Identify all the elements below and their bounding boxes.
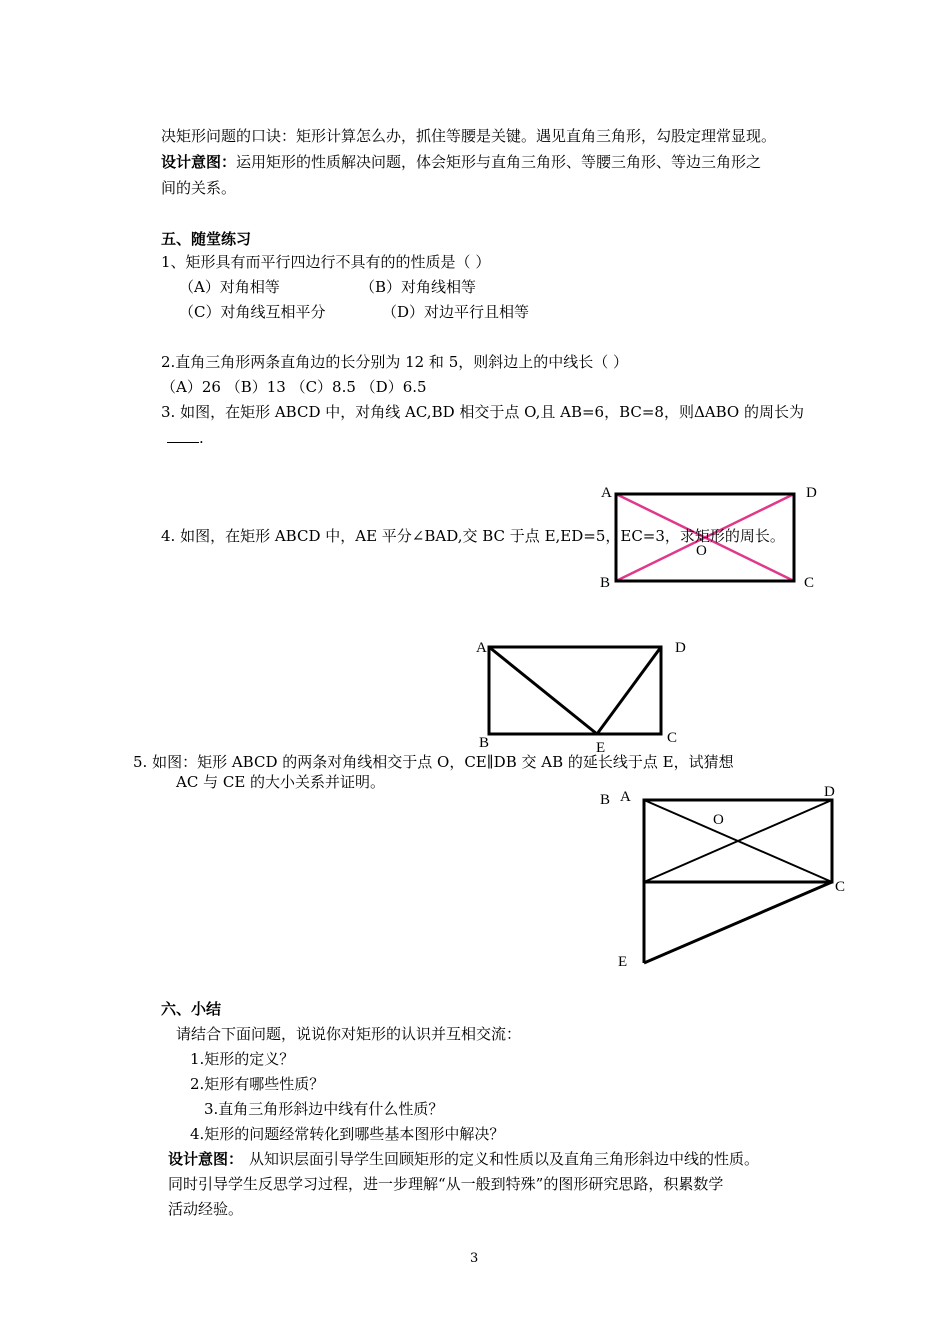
design-intent-text: 从知识层面引导学生回顾矩形的定义和性质以及直角三角形斜边中线的性质。 <box>249 1150 760 1168</box>
design-intent-1 <box>161 152 761 172</box>
segment-ce <box>644 882 832 963</box>
fig3-label-d: D <box>806 485 817 501</box>
fig4-label-c: C <box>667 730 678 746</box>
q1-option-a: （A）对角相等 <box>179 278 280 296</box>
fig5-label-b: B <box>600 792 611 808</box>
fig3-label-b: B <box>600 575 611 591</box>
summary-item-1: 1.矩形的定义？ <box>190 1050 295 1068</box>
q4-stem: 4. 如图，在矩形 ABCD 中，AE 平分∠BAD,交 BC 于点 E,ED=5，EC=3，求矩形的周长。 <box>161 527 785 545</box>
summary-prompt: 请结合下面问题，说说你对矩形的认识并互相交流： <box>176 1025 522 1043</box>
q5-stem: 5. 如图：矩形 ABCD 的两条对角线相交于点 O，CE∥DB 交 AB 的延长线于点 E，试猜想 <box>133 753 734 771</box>
fig5-label-d: D <box>824 784 835 800</box>
intro-line-1: 决矩形问题的口诀：矩形计算怎么办，抓住等腰是关键。遇见直角三角形，勾股定理常显现。 <box>161 127 777 145</box>
rectangle-abcd <box>489 647 661 734</box>
design-intent-label: 设计意图： <box>161 153 237 171</box>
design-intent-2-line-3: 活动经验。 <box>168 1200 244 1218</box>
q1-option-d: （D）对边平行且相等 <box>382 303 530 321</box>
q2-stem: 2.直角三角形两条直角边的长分别为 12 和 5，则斜边上的中线长（ ） <box>161 353 629 371</box>
design-intent-2 <box>168 1149 759 1169</box>
q2-options: （A）26 （B）13 （C）8.5 （D）6.5 <box>161 378 427 396</box>
q3-answer-line <box>167 428 204 448</box>
page-number: 3 <box>470 1251 479 1266</box>
fig5-label-c: C <box>835 879 846 895</box>
design-intent-text: 运用矩形的性质解决问题，体会矩形与直角三角形、等腰三角形、等边三角形之 <box>236 153 762 171</box>
design-intent-label: 设计意图： <box>168 1150 244 1168</box>
q3-stem: 3. 如图，在矩形 ABCD 中，对角线 AC,BD 相交于点 O,且 AB=6，BC=8，则ΔABO 的周长为 <box>161 403 804 421</box>
fig3-label-c: C <box>804 575 815 591</box>
fig5-label-a: A <box>620 789 631 805</box>
figure-q4-rectangle <box>480 640 680 750</box>
fig5-label-o: O <box>713 812 724 828</box>
fig4-label-a: A <box>476 640 487 656</box>
fig4-label-b: B <box>479 735 490 751</box>
design-intent-1-cont: 间的关系。 <box>161 179 237 197</box>
fig4-label-d: D <box>675 640 686 656</box>
summary-item-2: 2.矩形有哪些性质？ <box>190 1075 325 1093</box>
fig5-label-e: E <box>618 954 628 970</box>
segment-ed <box>597 647 661 734</box>
summary-item-4: 4.矩形的问题经常转化到哪些基本图形中解决？ <box>190 1125 505 1143</box>
section-6-heading: 六、小结 <box>161 1000 222 1018</box>
figure-q5-rectangle <box>630 790 850 980</box>
segment-ae <box>489 647 597 734</box>
q1-option-b: （B）对角线相等 <box>360 278 477 296</box>
q5-stem-cont: AC 与 CE 的大小关系并证明。 <box>176 773 386 791</box>
design-intent-2-line-2: 同时引导学生反思学习过程，进一步理解“从一般到特殊”的图形研究思路，积累数学 <box>168 1175 724 1193</box>
fig4-label-e: E <box>596 740 606 756</box>
q1-option-c: （C）对角线互相平分 <box>179 303 326 321</box>
fig3-label-a: A <box>601 485 612 501</box>
summary-item-3: 3.直角三角形斜边中线有什么性质？ <box>204 1100 444 1118</box>
fig3-label-o: O <box>696 543 707 559</box>
answer-blank <box>167 428 199 443</box>
q3-period: . <box>199 429 204 447</box>
q1-stem: 1、矩形具有而平行四边行不具有的的性质是（ ） <box>161 253 491 271</box>
section-5-heading: 五、随堂练习 <box>161 230 252 248</box>
